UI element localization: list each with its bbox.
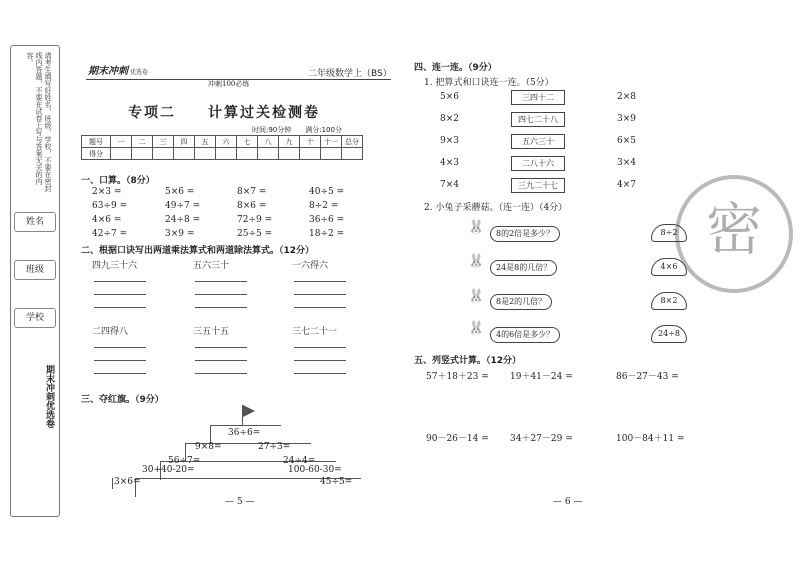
- rhyme-prompt: 二四得八: [92, 327, 129, 337]
- score-cell[interactable]: [216, 148, 237, 160]
- rabbit-icon: 🐰: [468, 254, 485, 269]
- oral-item: 8×6 =: [237, 201, 267, 211]
- rhyme-prompt: 一六得六: [292, 261, 329, 271]
- answer-line[interactable]: [94, 347, 146, 348]
- flag-item: 36÷6=: [228, 428, 261, 438]
- oral-item: 3×9 =: [165, 229, 195, 239]
- section-3-title: 三、夺红旗。（9分）: [81, 395, 164, 405]
- score-header-cell: 总分: [342, 136, 363, 148]
- oral-item: 36÷6 =: [309, 215, 345, 225]
- score-row-label: 得分: [82, 148, 111, 160]
- match-expression[interactable]: 8×2: [440, 114, 459, 124]
- oral-item: 8÷2 =: [309, 201, 339, 211]
- oral-item: 25÷5 =: [237, 229, 273, 239]
- vertical-calc-item: 86－27－43 =: [616, 372, 679, 382]
- page-number: — 5 —: [225, 497, 255, 507]
- rhyme-prompt: 五六三十: [193, 261, 230, 271]
- answer-line[interactable]: [294, 360, 346, 361]
- rabbit-icon: 🐰: [468, 289, 485, 304]
- rhyme-prompt: 四九三十六: [92, 261, 138, 271]
- rabbit-icon: 🐰: [468, 321, 485, 336]
- answer-line[interactable]: [94, 373, 146, 374]
- answer-line[interactable]: [294, 281, 346, 282]
- flag-item: 100-60-30=: [288, 465, 342, 475]
- match-expression[interactable]: 2×8: [617, 92, 636, 102]
- flag-item: 3×6=: [114, 477, 141, 487]
- flag-item: 56÷7=: [168, 456, 201, 466]
- score-header-cell: 九: [279, 136, 300, 148]
- rhyme-prompt: 三七二十一: [292, 327, 338, 337]
- score-header-cell: 八: [258, 136, 279, 148]
- score-table: [81, 135, 363, 160]
- score-header-cell: 二: [132, 136, 153, 148]
- score-cell[interactable]: [132, 148, 153, 160]
- q1-title: 1. 把算式和口诀连一连。（5分）: [424, 78, 554, 88]
- match-expression[interactable]: 4×7: [617, 180, 636, 190]
- oral-item: 63÷9 =: [92, 201, 128, 211]
- vertical-calc-item: 19＋41－24 =: [510, 372, 573, 382]
- answer-line[interactable]: [294, 373, 346, 374]
- mushroom-icon[interactable]: 4×6: [651, 258, 687, 276]
- score-cell[interactable]: [174, 148, 195, 160]
- rhyme-box[interactable]: 四七二十八: [511, 112, 565, 127]
- score-header-cell: 七: [237, 136, 258, 148]
- score-cell[interactable]: [300, 148, 321, 160]
- score-header-cell: 三: [153, 136, 174, 148]
- section-1-title: 一、口算。（8分）: [81, 176, 155, 186]
- section-5-title: 五、列竖式计算。（12分）: [414, 356, 522, 366]
- answer-line[interactable]: [195, 307, 247, 308]
- oral-item: 4×6 =: [92, 215, 122, 225]
- section-2-title: 二、根据口诀写出两道乘法算式和两道除法算式。（12分）: [81, 246, 315, 256]
- score-header-cell: 六: [216, 136, 237, 148]
- answer-line[interactable]: [294, 347, 346, 348]
- score-header-cell: 四: [174, 136, 195, 148]
- match-expression[interactable]: 9×3: [440, 136, 459, 146]
- oral-item: 8×7 =: [237, 187, 267, 197]
- score-cell[interactable]: [342, 148, 363, 160]
- score-header-cell: 一: [111, 136, 132, 148]
- section-4-title: 四、连一连。（9分）: [414, 63, 497, 73]
- oral-item: 2×3 =: [92, 187, 122, 197]
- score-cell[interactable]: [195, 148, 216, 160]
- oral-item: 72÷9 =: [237, 215, 273, 225]
- answer-line[interactable]: [94, 360, 146, 361]
- mushroom-icon[interactable]: 8÷2: [651, 224, 687, 242]
- answer-line[interactable]: [195, 281, 247, 282]
- brand-logo: 期末冲刺 优选卷: [88, 66, 149, 77]
- q2-title: 2. 小兔子采蘑菇。（连一连）（4分）: [424, 203, 568, 213]
- score-header-cell: 题号: [82, 136, 111, 148]
- rhyme-box[interactable]: 三九二十七: [511, 178, 565, 193]
- question-bubble[interactable]: 8是2的几倍？: [490, 294, 552, 310]
- oral-item: 24÷8 =: [165, 215, 201, 225]
- flag-item: 30+40-20=: [142, 465, 195, 475]
- flag-item: 9×8=: [195, 442, 222, 452]
- vertical-calc-item: 34＋27－29 =: [510, 434, 573, 444]
- match-expression[interactable]: 3×9: [617, 114, 636, 124]
- match-expression[interactable]: 5×6: [440, 92, 459, 102]
- exam-meta: 时间:90分钟 满分:100分: [252, 126, 342, 134]
- page-number: — 6 —: [553, 497, 583, 507]
- stair-step: [112, 478, 113, 489]
- rabbit-icon: 🐰: [468, 220, 485, 235]
- answer-line[interactable]: [294, 294, 346, 295]
- score-header-cell: 五: [195, 136, 216, 148]
- score-cell[interactable]: [153, 148, 174, 160]
- rhyme-box[interactable]: 五六三十: [511, 134, 565, 149]
- page-title: 专项二 计算过关检测卷: [128, 105, 320, 121]
- score-cell[interactable]: [258, 148, 279, 160]
- rhyme-prompt: 三五十五: [193, 327, 230, 337]
- score-cell[interactable]: [111, 148, 132, 160]
- oral-item: 5×6 =: [165, 187, 195, 197]
- exam-instructions: 请考生填写好姓名、班级、学校，不要在密封线内答题，不要在试卷上写与答案无关的内容。: [26, 52, 52, 192]
- flag-item: 45÷5=: [320, 477, 353, 487]
- vertical-calc-item: 100－84＋11 =: [616, 434, 685, 444]
- confidential-seal: 密: [675, 175, 793, 293]
- flag-item: 27÷3=: [258, 442, 291, 452]
- answer-line[interactable]: [294, 307, 346, 308]
- match-expression[interactable]: 7×4: [440, 180, 459, 190]
- match-expression[interactable]: 4×3: [440, 158, 459, 168]
- oral-item: 18÷2 =: [309, 229, 345, 239]
- score-cell[interactable]: [237, 148, 258, 160]
- oral-item: 42÷7 =: [92, 229, 128, 239]
- vertical-calc-item: 57＋18＋23 =: [426, 372, 489, 382]
- mushroom-icon[interactable]: 24÷8: [651, 325, 687, 343]
- oral-item: 40÷5 =: [309, 187, 345, 197]
- answer-line[interactable]: [195, 347, 247, 348]
- score-header-cell: 十一: [321, 136, 342, 148]
- answer-line[interactable]: [94, 294, 146, 295]
- question-bubble[interactable]: 4的6倍是多少？: [490, 327, 560, 343]
- vertical-calc-item: 90－26－14 =: [426, 434, 489, 444]
- score-cell[interactable]: [321, 148, 342, 160]
- answer-line[interactable]: [94, 307, 146, 308]
- sidebar-logo: 期末冲刺优选卷: [44, 365, 54, 428]
- score-header-cell: 十: [300, 136, 321, 148]
- match-expression[interactable]: 6×5: [617, 136, 636, 146]
- answer-line[interactable]: [195, 294, 247, 295]
- answer-line[interactable]: [195, 360, 247, 361]
- rhyme-box[interactable]: 二八十六: [511, 156, 565, 171]
- oral-item: 49÷7 =: [165, 201, 201, 211]
- match-expression[interactable]: 3×4: [617, 158, 636, 168]
- class-field[interactable]: 班级: [14, 260, 56, 280]
- slogan: 冲刺100必练: [208, 80, 250, 88]
- answer-line[interactable]: [195, 373, 247, 374]
- mushroom-icon[interactable]: 8×2: [651, 292, 687, 310]
- question-bubble[interactable]: 24是8的几倍？: [490, 260, 557, 276]
- grade-label: 二年级数学上（BS）: [308, 69, 392, 79]
- question-bubble[interactable]: 8的2倍是多少？: [490, 226, 560, 242]
- school-field[interactable]: 学校: [14, 308, 56, 328]
- answer-line[interactable]: [94, 281, 146, 282]
- rhyme-box[interactable]: 三四十二: [511, 90, 565, 105]
- red-flag-icon: [243, 405, 255, 417]
- flag-item: 24÷4=: [283, 456, 316, 466]
- name-field[interactable]: 姓名: [14, 212, 56, 232]
- score-cell[interactable]: [279, 148, 300, 160]
